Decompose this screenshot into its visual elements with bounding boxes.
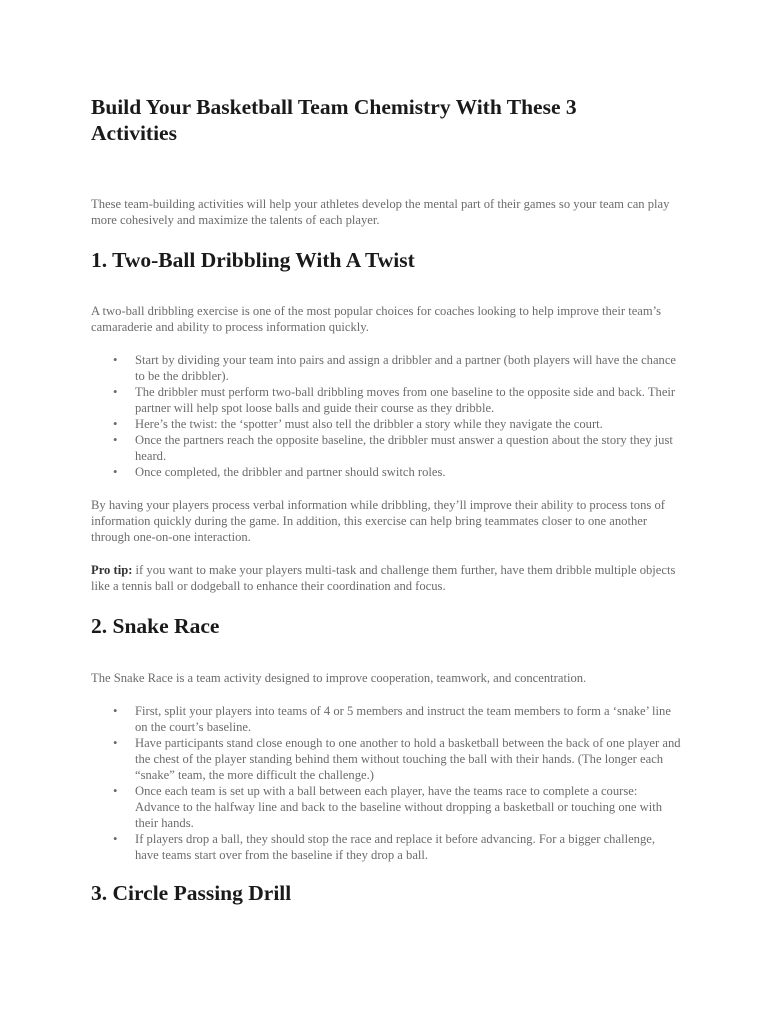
list-item: • Have participants stand close enough to one another to hold a basketball between the back of one player and the chest of the player standing behind them without touching the ball with their hands. (The longer each “snake” team, the more difficult the challenge.) bbox=[91, 735, 681, 783]
list-item: • The dribbler must perform two-ball dribbling moves from one baseline to the opposite side and back. Their partner will help spot loose balls and guide their course as they dribble. bbox=[91, 384, 681, 416]
section-1-outro: By having your players process verbal information while dribbling, they’ll improve their ability to process tons of information quickly during the game. In addition, this exercise can help bring teammates closer to one another through one-on-one interaction. bbox=[91, 498, 665, 544]
list-item: • Once each team is set up with a ball between each player, have the teams race to complete a course: Advance to the halfway line and back to the baseline without dropping a basketball or touching one with their hands. bbox=[91, 783, 681, 831]
list-item: • Start by dividing your team into pairs and assign a dribbler and a partner (both players will have the chance to be the dribbler). bbox=[91, 352, 681, 384]
section-2-heading: 2. Snake Race bbox=[91, 614, 220, 638]
pro-tip-paragraph bbox=[91, 562, 681, 594]
section-1-heading: 1. Two-Ball Dribbling With A Twist bbox=[91, 248, 415, 272]
section-1-intro: A two-ball dribbling exercise is one of the most popular choices for coaches looking to help improve their team’s camaraderie and ability to process information quickly. bbox=[91, 304, 662, 334]
section-3-heading: 3. Circle Passing Drill bbox=[91, 881, 292, 905]
list-item: • Once the partners reach the opposite baseline, the dribbler must answer a question about the story they just heard. bbox=[91, 432, 681, 464]
pro-tip-text: if you want to make your players multi-task and challenge them further, have them dribble multiple objects like a tennis ball or dodgeball to enhance their coordination and focus. bbox=[91, 563, 676, 593]
section-2-bullet-list bbox=[91, 703, 681, 863]
section-2-intro: The Snake Race is a team activity designed to improve cooperation, teamwork, and concentration. bbox=[91, 671, 587, 685]
page-title: Build Your Basketball Team Chemistry With These 3 Activities bbox=[91, 95, 577, 145]
list-item: • Once completed, the dribbler and partner should switch roles. bbox=[91, 464, 681, 480]
intro-paragraph: These team-building activities will help your athletes develop the mental part of their games so your team can play more cohesively and maximize the talents of each player. bbox=[91, 197, 670, 227]
section-1-bullet-list bbox=[91, 352, 681, 480]
pro-tip-label: Pro tip: bbox=[91, 563, 133, 577]
list-item: • If players drop a ball, they should stop the race and replace it before advancing. For a bigger challenge, have teams start over from the baseline if they drop a ball. bbox=[91, 831, 681, 863]
list-item: • Here’s the twist: the ‘spotter’ must also tell the dribbler a story while they navigate the court. bbox=[91, 416, 681, 432]
list-item: • First, split your players into teams of 4 or 5 members and instruct the team members to form a ‘snake’ line on the court’s baseline. bbox=[91, 703, 681, 735]
